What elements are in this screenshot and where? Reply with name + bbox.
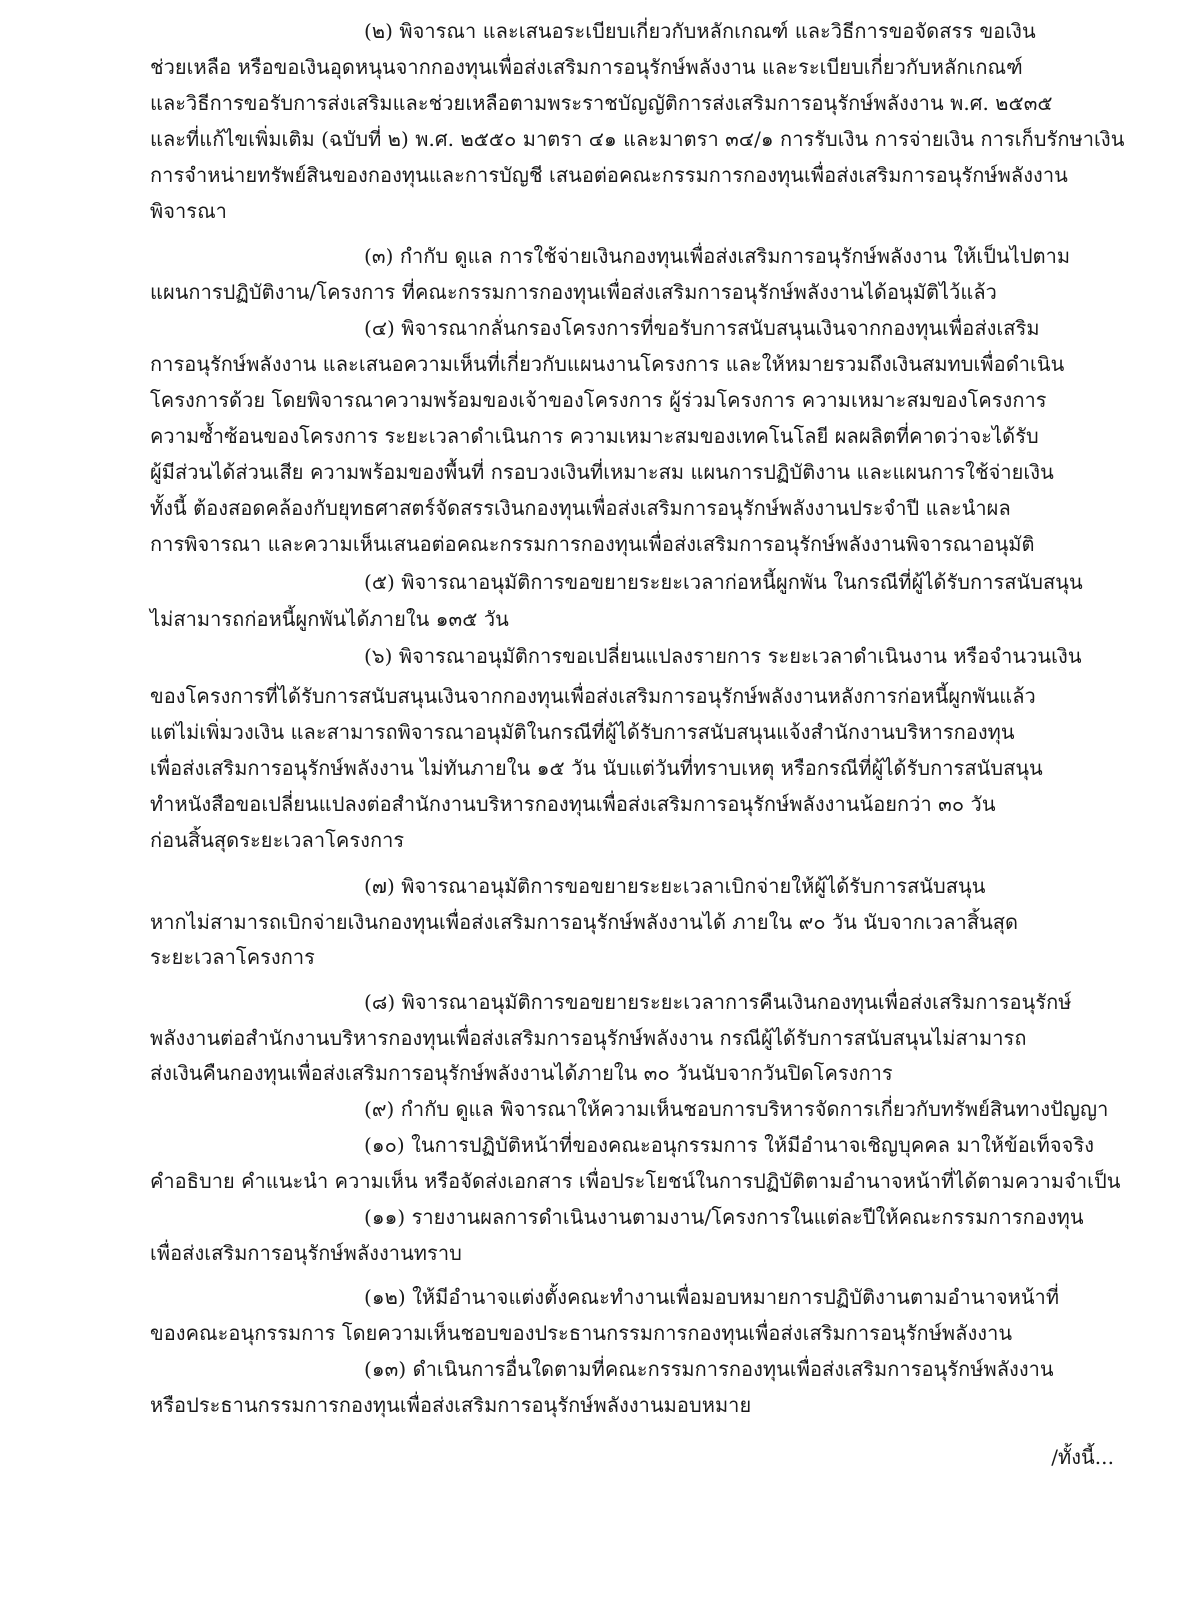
text-line: ส่งเงินคืนกองทุนเพื่อส่งเสริมการอนุรักษ์พลังงานได้ภายใน ๓๐ วันนับจากวันปิดโครงการ	[150, 1061, 893, 1085]
text-line: ของคณะอนุกรรมการ โดยความเห็นชอบของประธานกรรมการกองทุนเพื่อส่งเสริมการอนุรักษ์พลังงาน	[150, 1321, 1013, 1345]
text-line: การจำหน่ายทรัพย์สินของกองทุนและการบัญชี เสนอต่อคณะกรรมการกองทุนเพื่อส่งเสริมการอนุรักษ์พลังงาน	[150, 163, 1068, 187]
text-line: ทั้งนี้ ต้องสอดคล้องกับยุทธศาสตร์จัดสรรเงินกองทุนเพื่อส่งเสริมการอนุรักษ์พลังงานประจำปี และนำผล	[150, 496, 1011, 520]
continuation-marker: /ทั้งนี้...	[1051, 1445, 1114, 1469]
text-line: แผนการปฏิบัติงาน/โครงการ ที่คณะกรรมการกองทุนเพื่อส่งเสริมการอนุรักษ์พลังงานได้อนุมัติไว้แล้ว	[150, 280, 997, 304]
text-line: (๗) พิจารณาอนุมัติการขอขยายระยะเวลาเบิกจ่ายให้ผู้ได้รับการสนับสนุน	[364, 874, 986, 898]
text-line: เพื่อส่งเสริมการอนุรักษ์พลังงาน ไม่ทันภายใน ๑๕ วัน นับแต่วันที่ทราบเหตุ หรือกรณีที่ผู้ได้รับการสนับสนุน	[150, 756, 1043, 780]
text-line: พิจารณา	[150, 199, 227, 223]
text-line: โครงการด้วย โดยพิจารณาความพร้อมของเจ้าของโครงการ ผู้ร่วมโครงการ ความเหมาะสมของโครงการ	[150, 388, 1047, 412]
text-line: แต่ไม่เพิ่มวงเงิน และสามารถพิจารณาอนุมัติในกรณีที่ผู้ได้รับการสนับสนุนแจ้งสำนักงานบริหารกองทุน	[150, 720, 1015, 744]
text-line: (๓) กำกับ ดูแล การใช้จ่ายเงินกองทุนเพื่อส่งเสริมการอนุรักษ์พลังงาน ให้เป็นไปตาม	[364, 244, 1071, 268]
text-line: ระยะเวลาโครงการ	[150, 945, 315, 969]
text-line: คำอธิบาย คำแนะนำ ความเห็น หรือจัดส่งเอกสาร เพื่อประโยชน์ในการปฏิบัติตามอำนาจหน้าที่ได้ตามความจำเป็น	[150, 1169, 1121, 1193]
text-line: ก่อนสิ้นสุดระยะเวลาโครงการ	[150, 828, 405, 852]
text-line: (๑๑) รายงานผลการดำเนินงานตามงาน/โครงการในแต่ละปีให้คณะกรรมการกองทุน	[364, 1205, 1084, 1229]
text-line: ไม่สามารถก่อหนี้ผูกพันได้ภายใน ๑๓๕ วัน	[150, 607, 509, 631]
text-line: การอนุรักษ์พลังงาน และเสนอความเห็นที่เกี่ยวกับแผนงานโครงการ และให้หมายรวมถึงเงินสมทบเพื่อดำเนิน	[150, 352, 1065, 376]
text-line: เพื่อส่งเสริมการอนุรักษ์พลังงานทราบ	[150, 1241, 462, 1265]
text-line: พลังงานต่อสำนักงานบริหารกองทุนเพื่อส่งเสริมการอนุรักษ์พลังงาน กรณีผู้ได้รับการสนับสนุนไม่สามารถ	[150, 1026, 1027, 1050]
text-line: (๒) พิจารณา และเสนอระเบียบเกี่ยวกับหลักเกณฑ์ และวิธีการขอจัดสรร ขอเงิน	[364, 19, 1036, 43]
text-line: (๘) พิจารณาอนุมัติการขอขยายระยะเวลาการคืนเงินกองทุนเพื่อส่งเสริมการอนุรักษ์	[364, 990, 1072, 1014]
text-line: (๖) พิจารณาอนุมัติการขอเปลี่ยนแปลงรายการ ระยะเวลาดำเนินงาน หรือจำนวนเงิน	[364, 644, 1082, 668]
text-line: ผู้มีส่วนได้ส่วนเสีย ความพร้อมของพื้นที่ กรอบวงเงินที่เหมาะสม แผนการปฏิบัติงาน และแผนการใช้จ่ายเงิน	[150, 460, 1054, 484]
text-line: (๑๐) ในการปฏิบัติหน้าที่ของคณะอนุกรรมการ ให้มีอำนาจเชิญบุคคล มาให้ข้อเท็จจริง	[364, 1133, 1095, 1157]
text-line: ความซ้ำซ้อนของโครงการ ระยะเวลาดำเนินการ ความเหมาะสมของเทคโนโลยี ผลผลิตที่คาดว่าจะได้รับ	[150, 424, 1039, 448]
text-line: (๔) พิจารณากลั่นกรองโครงการที่ขอรับการสนับสนุนเงินจากกองทุนเพื่อส่งเสริม	[364, 316, 1040, 340]
text-line: (๑๒) ให้มีอำนาจแต่งตั้งคณะทำงานเพื่อมอบหมายการปฏิบัติงานตามอำนาจหน้าที่	[364, 1285, 1060, 1309]
text-line: และวิธีการขอรับการส่งเสริมและช่วยเหลือตามพระราชบัญญัติการส่งเสริมการอนุรักษ์พลังงาน พ.ศ. ๒๕๓๕	[150, 91, 1053, 115]
text-line: หากไม่สามารถเบิกจ่ายเงินกองทุนเพื่อส่งเสริมการอนุรักษ์พลังงานได้ ภายใน ๙๐ วัน นับจากเวลาสิ้นสุด	[150, 910, 1019, 934]
text-line: การพิจารณา และความเห็นเสนอต่อคณะกรรมการกองทุนเพื่อส่งเสริมการอนุรักษ์พลังงานพิจารณาอนุมัติ	[150, 532, 1035, 556]
text-line: ของโครงการที่ได้รับการสนับสนุนเงินจากกองทุนเพื่อส่งเสริมการอนุรักษ์พลังงานหลังการก่อหนี้ผูกพันแล้ว	[150, 684, 1036, 708]
text-line: (๕) พิจารณาอนุมัติการขอขยายระยะเวลาก่อหนี้ผูกพัน ในกรณีที่ผู้ได้รับการสนับสนุน	[364, 570, 1083, 594]
text-line: และที่แก้ไขเพิ่มเติม (ฉบับที่ ๒) พ.ศ. ๒๕๕๐ มาตรา ๔๑ และมาตรา ๓๔/๑ การรับเงิน การจ่ายเงิน การเก็บรักษาเงิน	[150, 127, 1125, 151]
text-line: (๙) กำกับ ดูแล พิจารณาให้ความเห็นชอบการบริหารจัดการเกี่ยวกับทรัพย์สินทางปัญญา	[364, 1097, 1109, 1121]
text-line: ทำหนังสือขอเปลี่ยนแปลงต่อสำนักงานบริหารกองทุนเพื่อส่งเสริมการอนุรักษ์พลังงานน้อยกว่า ๓๐ วัน	[150, 792, 996, 816]
text-line: หรือประธานกรรมการกองทุนเพื่อส่งเสริมการอนุรักษ์พลังงานมอบหมาย	[150, 1393, 752, 1417]
text-line: (๑๓) ดำเนินการอื่นใดตามที่คณะกรรมการกองทุนเพื่อส่งเสริมการอนุรักษ์พลังงาน	[364, 1357, 1054, 1381]
text-line: ช่วยเหลือ หรือขอเงินอุดหนุนจากกองทุนเพื่อส่งเสริมการอนุรักษ์พลังงาน และระเบียบเกี่ยวกับหลักเกณฑ์	[150, 55, 1023, 79]
